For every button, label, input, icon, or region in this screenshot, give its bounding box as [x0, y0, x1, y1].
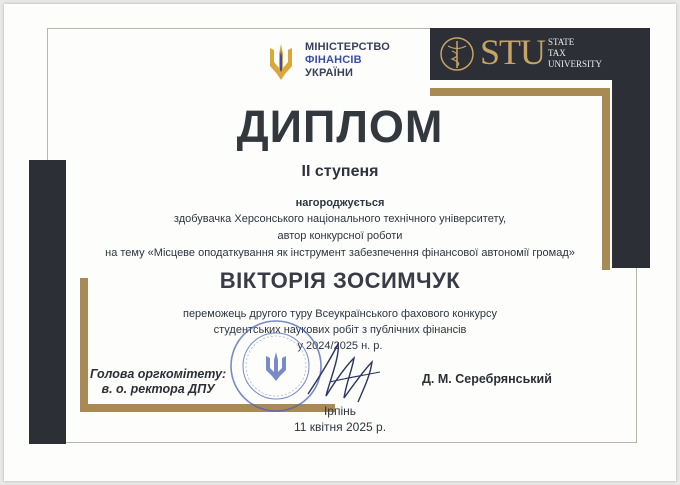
- city: Ірпінь: [323, 404, 357, 418]
- university-line2: TAX: [548, 48, 566, 58]
- topic-text: на тему «Місцеве оподаткування як інструмент забезпечення фінансової автономії громад»: [105, 247, 575, 259]
- trident-icon: [266, 42, 296, 82]
- diploma-title: ДИПЛОМ: [236, 101, 444, 152]
- ministry-line1: МІНІСТЕРСТВО: [305, 41, 391, 53]
- university-line1: STATE: [548, 37, 575, 47]
- diploma-degree: ІІ ступеня: [301, 163, 379, 180]
- place-and-date: [0, 403, 680, 435]
- university-abbr: STU: [480, 32, 546, 72]
- winner-line1: переможець другого туру Всеукраїнського фахового конкурсу: [182, 308, 497, 320]
- chair-line2: в. о. ректора ДПУ: [101, 382, 215, 396]
- recipient-name: ВІКТОРІЯ ЗОСИМЧУК: [219, 268, 461, 293]
- author-text: автор конкурсної роботи: [277, 230, 403, 242]
- winner-line2: студентських наукових робіт з публічних фінансів: [213, 324, 467, 336]
- signature-icon: [300, 336, 390, 410]
- chair-title: [90, 367, 226, 397]
- university-full-name: [548, 37, 602, 70]
- academic-year: у 2024/2025 н. р.: [297, 340, 383, 352]
- signer-name: Д. М. Серебрянський: [422, 372, 552, 386]
- date: 11 квітня 2025 р.: [293, 420, 387, 434]
- awarded-text: нагороджується: [295, 197, 385, 209]
- university-line3: UNIVERSITY: [548, 59, 602, 69]
- ministry-line3: УКРАЇНИ: [305, 67, 354, 79]
- ministry-name: [305, 41, 390, 80]
- caduceus-emblem-icon: [439, 35, 475, 73]
- recipient-description: здобувачка Херсонського національного технічного університету,: [173, 213, 507, 225]
- university-logo-block: [430, 28, 612, 80]
- gold-bar-top-right-horizontal: [430, 88, 610, 96]
- ministry-line2: ФІНАНСІВ: [305, 54, 362, 66]
- chair-line1: Голова оргкомітету:: [90, 367, 227, 381]
